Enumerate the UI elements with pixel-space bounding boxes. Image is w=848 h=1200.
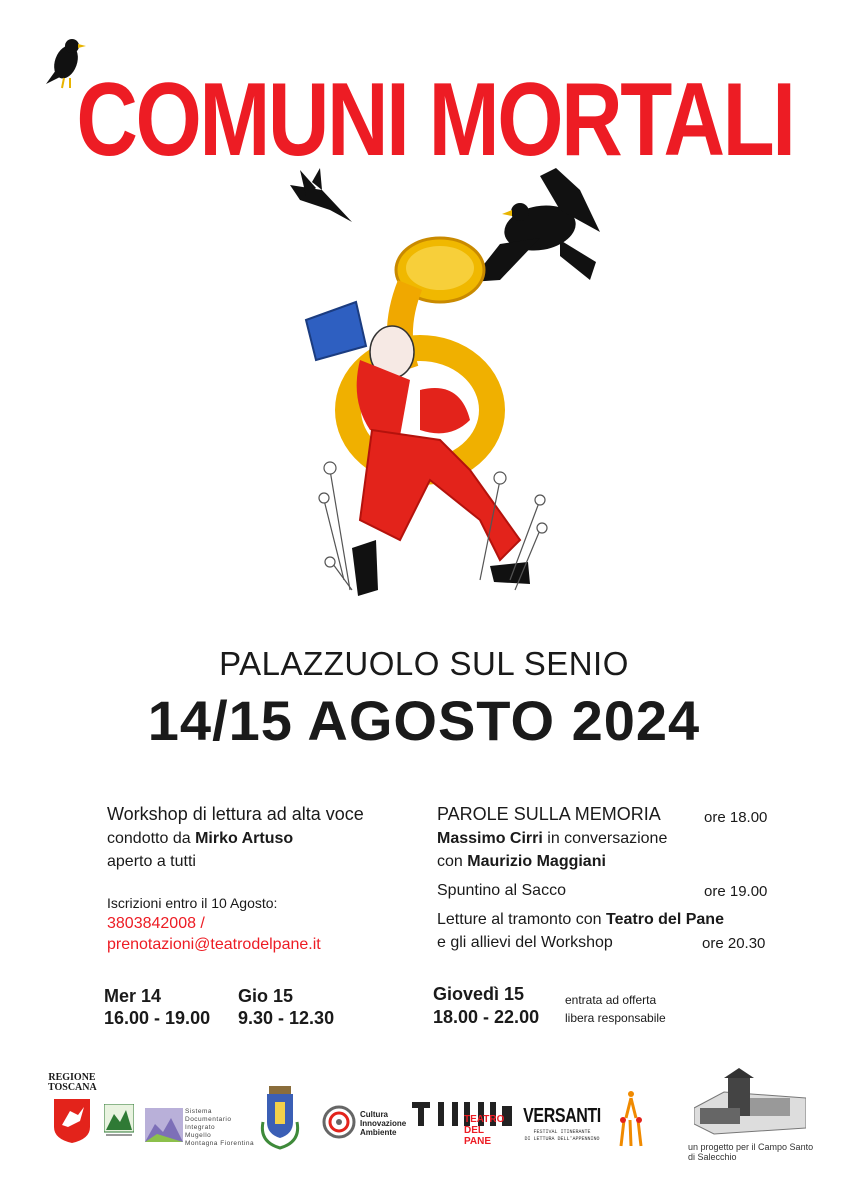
program-time-2: ore 19.00 [704,883,768,900]
schedule-hours-3: 18.00 - 22.00 [433,1007,540,1027]
regione-toscana-logo: REGIONE TOSCANA [48,1073,96,1148]
program-readings-2: e gli allievi del Workshop [437,934,613,951]
program-time-1: ore 18.00 [704,809,768,826]
program-title: PAROLE SULLA MEMORIA [437,804,661,824]
municipal-crest-icon [255,1082,305,1150]
teatro-del-pane-logo: TEATRO DEL PANE [412,1100,516,1152]
schedule-day-3: Giovedì 15 [433,984,525,1004]
workshop-open: aperto a tutti [107,853,196,870]
schedule-hours-2: 9.30 - 12.30 [238,1008,335,1028]
cultura-circle-icon [322,1105,356,1139]
schedule-day-1: Mer 14 [104,986,162,1006]
program-snack: Spuntino al Sacco [437,882,566,899]
signup-label: Iscrizioni entro il 10 Agosto: [107,895,278,911]
mountain-logo-icon [104,1104,134,1138]
project-credit: un progetto per il Campo Santo di Salecchio [688,1142,814,1162]
campo-santo-photo-icon [694,1068,806,1140]
bird-small-icon [290,168,352,222]
signup-phone[interactable]: 3803842008 / [107,915,205,932]
location: PALAZZUOLO SUL SENIO [219,645,629,682]
event-dates: 14/15 AGOSTO 2024 [147,689,701,752]
program-time-3: ore 20.30 [702,935,766,952]
figures-icon [618,1088,644,1148]
entry-note-1: entrata ad offerta [565,993,657,1007]
bird-flying-icon [470,168,600,282]
workshop-title: Workshop di lettura ad alta voce [107,804,364,824]
workshop-conductor: condotto da Mirko Artuso [107,830,294,847]
signup-email[interactable]: prenotazioni@teatrodelpane.it [107,936,321,953]
poster-title: COMUNI MORTALI [76,62,794,178]
program-guest-2: con Maurizio Maggiani [437,853,606,870]
sistema-mountain-icon [145,1108,183,1142]
versanti-logo: VERSANTI FESTIVAL ITINERANTE DI LETTURA DELL'APPENNINO [523,1105,601,1142]
entry-note-2: libera responsabile [565,1011,666,1025]
schedule-day-2: Gio 15 [238,986,294,1006]
program-guest: Massimo Cirri in conversazione [437,830,668,847]
bird-standing-icon [46,39,86,88]
pegasus-shield-icon [52,1097,92,1143]
schedule-hours-1: 16.00 - 19.00 [104,1008,211,1028]
program-readings: Letture al tramonto con Teatro del Pane [437,911,724,928]
